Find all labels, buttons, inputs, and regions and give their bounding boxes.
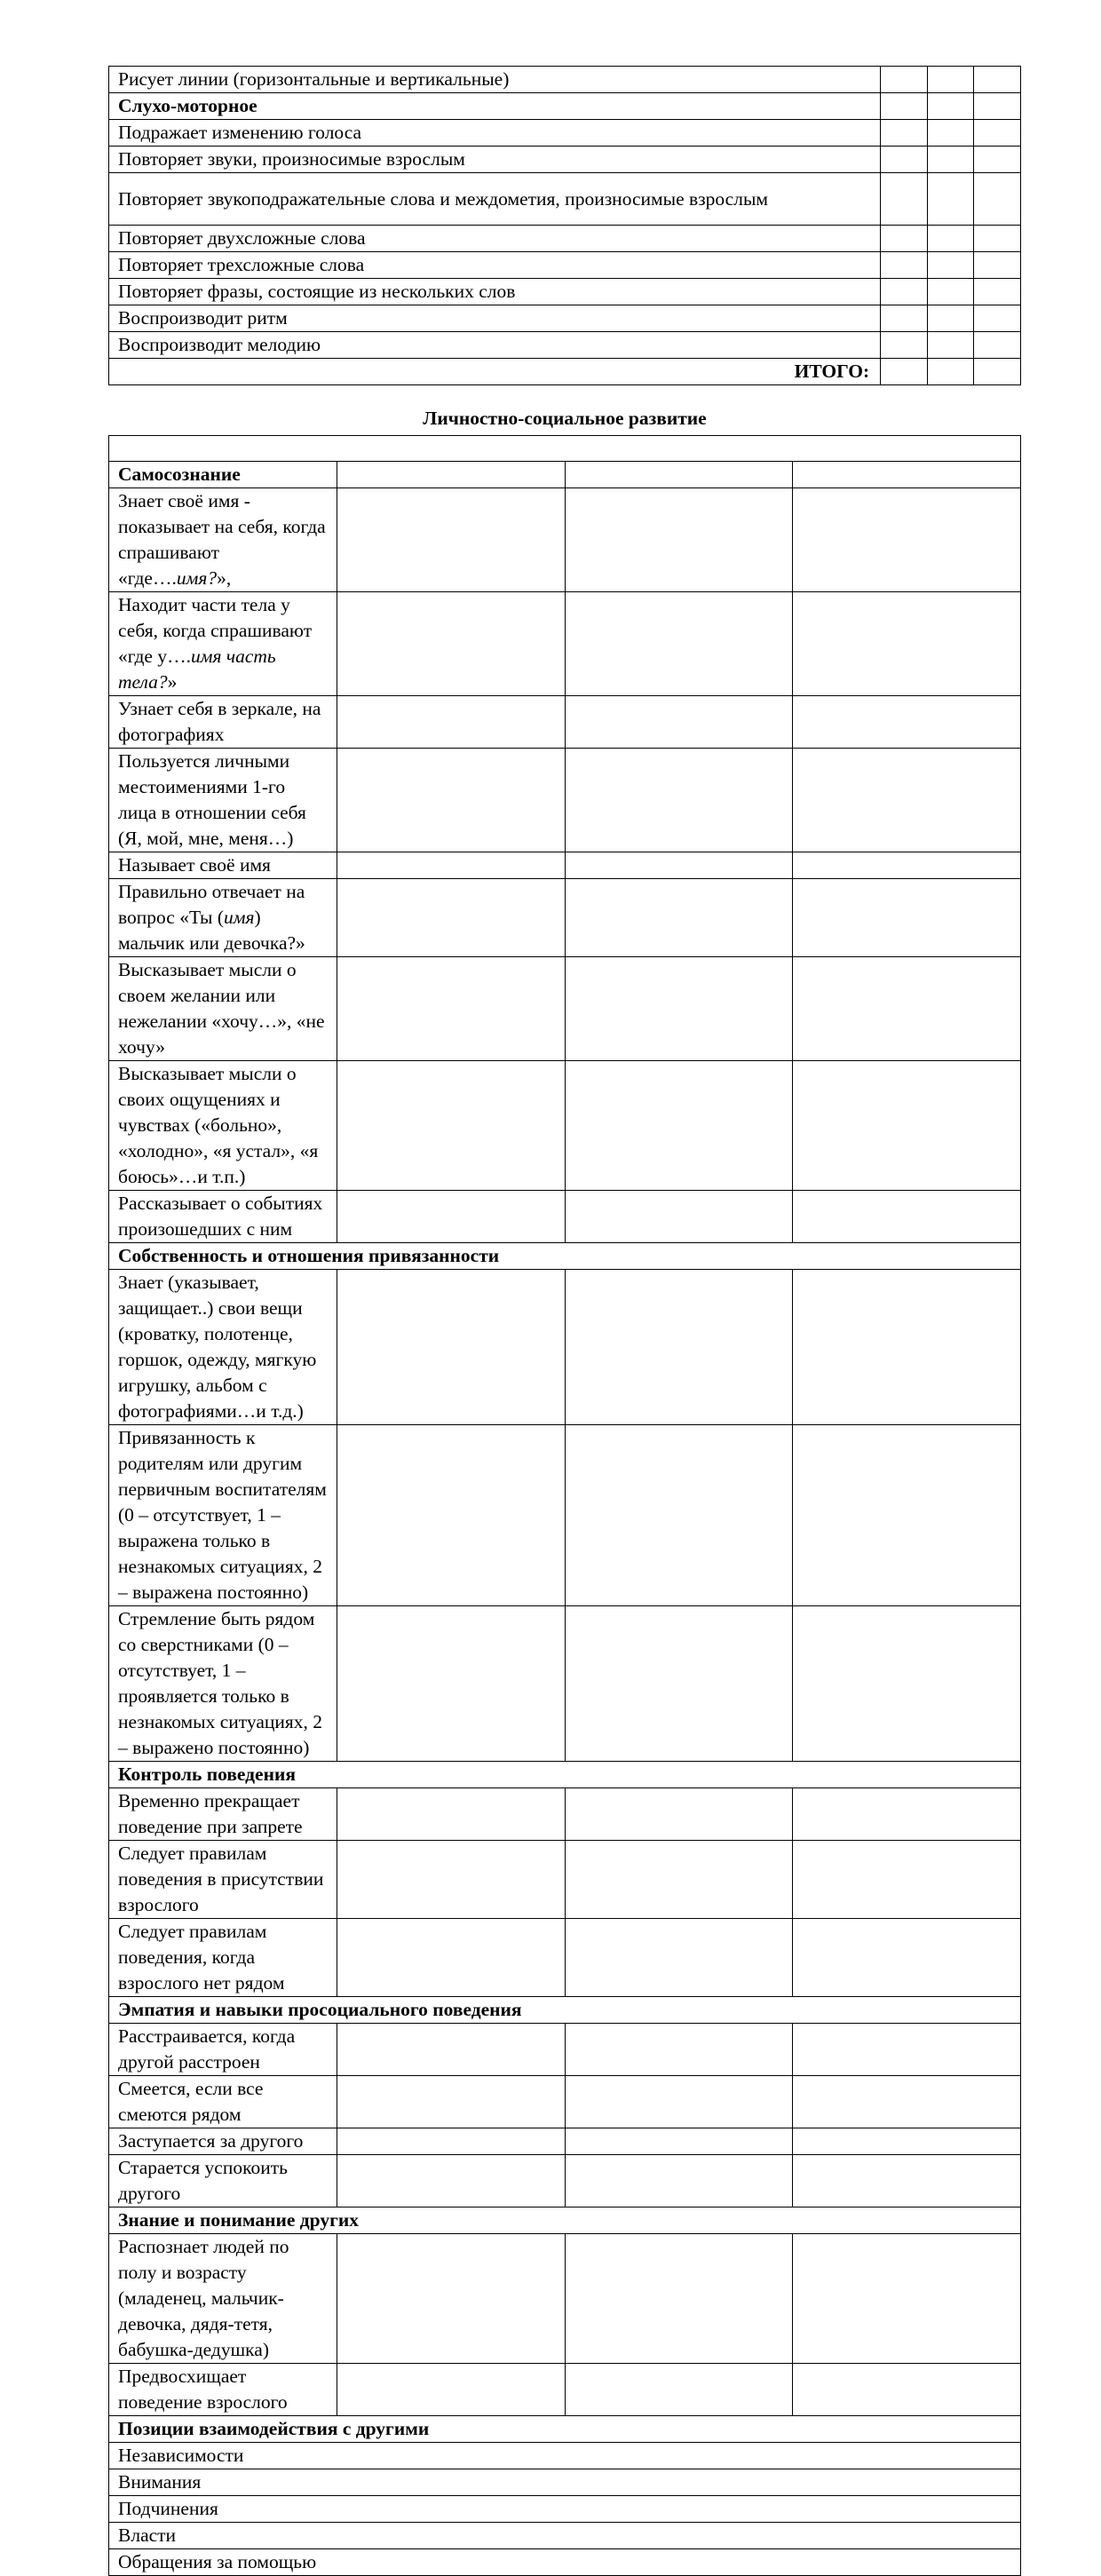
item-text: Повторяет фразы, состоящие из нескольких слов <box>118 281 516 302</box>
item-text: Независимости <box>118 2445 244 2466</box>
score-cell-2[interactable] <box>565 879 793 957</box>
score-cell-2[interactable] <box>565 2234 793 2364</box>
total-score-cell-2[interactable] <box>927 359 974 385</box>
item-text: Старается успокоить другого <box>118 2157 288 2204</box>
score-cell-1[interactable] <box>337 879 565 957</box>
item-cell <box>109 226 881 252</box>
item-text: Подчинения <box>118 2498 218 2519</box>
item-placeholder-italic: имя? <box>176 567 218 589</box>
table-row <box>109 1919 1021 1997</box>
section-heading-text: Эмпатия и навыки просоциального поведения <box>118 1999 522 2020</box>
item-cell <box>109 1061 337 1191</box>
table-row <box>109 696 1021 749</box>
item-text: Находит части тела у себя, когда спрашивают «где у…. <box>118 594 313 667</box>
score-cell-3[interactable] <box>793 1270 1021 1425</box>
score-cell-3[interactable] <box>793 2234 1021 2364</box>
table-row <box>109 1425 1021 1606</box>
score-cell-2[interactable] <box>927 226 974 252</box>
item-cell <box>109 2128 337 2155</box>
item-cell <box>109 1425 337 1606</box>
section-heading-cell <box>109 1243 1021 1270</box>
table-row <box>109 592 1021 696</box>
table-row <box>109 1606 1021 1762</box>
score-cell-2[interactable] <box>927 67 974 93</box>
section-heading-text: Контроль поведения <box>118 1764 297 1785</box>
score-cell-3[interactable] <box>793 957 1021 1061</box>
score-cell-1[interactable] <box>881 279 928 305</box>
item-cell <box>109 332 881 359</box>
score-cell-2 <box>565 462 793 488</box>
score-cell-1[interactable] <box>337 1919 565 1997</box>
score-cell-1[interactable] <box>337 2076 565 2128</box>
table-row <box>109 2155 1021 2207</box>
item-text: Знает (указывает, защищает..) свои вещи (кроватку, полотенце, горшок, одежду, мягкую игрушку, альбом с фотографиями…и т.д.) <box>118 1272 317 1422</box>
item-cell <box>109 2443 1021 2469</box>
item-text: Временно прекращает поведение при запрете <box>118 1790 303 1837</box>
item-placeholder-italic: имя часть тела? <box>118 646 276 693</box>
item-text: Смеется, если все смеются рядом <box>118 2078 264 2125</box>
score-cell-2[interactable] <box>565 852 793 879</box>
score-cell-1[interactable] <box>337 1425 565 1606</box>
score-cell-1[interactable] <box>881 173 928 226</box>
score-cell-3[interactable] <box>793 1191 1021 1243</box>
item-cell <box>109 1270 337 1425</box>
item-cell <box>109 147 881 173</box>
section-heading-text: Самосознание <box>118 464 241 485</box>
score-cell-1[interactable] <box>337 1606 565 1762</box>
table-header-row <box>109 436 1021 462</box>
section-row <box>109 2416 1021 2443</box>
score-cell-3[interactable] <box>793 696 1021 749</box>
item-text: Пользуется личными местоимениями 1-го лица в отношении себя (Я, мой, мне, меня…) <box>118 750 306 849</box>
score-cell-1[interactable] <box>337 488 565 592</box>
item-cell <box>109 592 337 696</box>
item-cell <box>109 879 337 957</box>
score-cell-3[interactable] <box>793 1919 1021 1997</box>
item-cell <box>109 1606 337 1762</box>
item-text-tail: ) мальчик или девочка?» <box>118 907 305 954</box>
section-heading-cell <box>109 462 337 488</box>
item-text: Расстраивается, когда другой расстроен <box>118 2025 296 2073</box>
score-cell-1[interactable] <box>337 957 565 1061</box>
item-text: Привязанность к родителям или другим первичным воспитателям (0 – отсутствует, 1 – выражена только в незнакомых ситуациях, 2 – выражена постоянно) <box>118 1427 327 1603</box>
item-cell <box>109 173 881 226</box>
score-cell-2[interactable] <box>927 279 974 305</box>
table-row <box>109 488 1021 592</box>
score-cell-1[interactable] <box>337 1191 565 1243</box>
item-text: Повторяет двухсложные слова <box>118 227 366 249</box>
score-cell-1[interactable] <box>881 226 928 252</box>
table-row <box>109 1841 1021 1919</box>
score-cell-2[interactable] <box>565 592 793 696</box>
table-row <box>109 67 1021 93</box>
item-text: Правильно отвечает на вопрос «Ты ( <box>118 881 305 928</box>
table-row <box>109 749 1021 852</box>
score-cell-2[interactable] <box>565 2024 793 2076</box>
score-cell-2[interactable] <box>927 173 974 226</box>
item-cell <box>109 488 337 592</box>
item-cell <box>109 957 337 1061</box>
score-cell-3 <box>793 462 1021 488</box>
score-cell-2[interactable] <box>565 1841 793 1919</box>
score-cell-3[interactable] <box>974 226 1021 252</box>
section-heading-cell <box>109 1762 1021 1788</box>
score-cell-1[interactable] <box>881 120 928 147</box>
section-row <box>109 2207 1021 2234</box>
score-cell-2[interactable] <box>565 957 793 1061</box>
score-cell-1[interactable] <box>337 1061 565 1191</box>
section-heading-cell <box>109 93 881 120</box>
section-heading-text: Знание и понимание других <box>118 2209 359 2231</box>
score-cell-3[interactable] <box>974 67 1021 93</box>
table-row <box>109 2443 1021 2469</box>
item-cell <box>109 279 881 305</box>
item-cell <box>109 252 881 279</box>
item-text: Следует правилам поведения в присутствии взрослого <box>118 1843 324 1915</box>
table-row <box>109 879 1021 957</box>
score-cell-1[interactable] <box>337 2024 565 2076</box>
section-row <box>109 462 1021 488</box>
score-cell-2[interactable] <box>565 2364 793 2416</box>
item-cell <box>109 2234 337 2364</box>
item-text: Узнает себя в зеркале, на фотографиях <box>118 698 321 745</box>
score-cell-2[interactable] <box>565 749 793 852</box>
score-cell-3[interactable] <box>793 1606 1021 1762</box>
table-row <box>109 173 1021 226</box>
total-score-cell-3[interactable] <box>974 359 1021 385</box>
score-cell-2[interactable] <box>927 120 974 147</box>
item-cell <box>109 1191 337 1243</box>
section-heading-text: Собственность и отношения привязанности <box>118 1245 500 1266</box>
score-cell-3[interactable] <box>974 120 1021 147</box>
item-text: Повторяет звуки, произносимые взрослым <box>118 148 465 170</box>
item-text: Воспроизводит ритм <box>118 307 288 329</box>
score-cell-3[interactable] <box>793 488 1021 592</box>
score-cell-2[interactable] <box>565 1606 793 1762</box>
section-heading-text: Позиции взаимодействия с другими <box>118 2418 430 2439</box>
score-cell-2[interactable] <box>565 2128 793 2155</box>
score-cell-3[interactable] <box>793 2024 1021 2076</box>
item-text: Высказывает мысли о своем желании или нежелании «хочу…», «не хочу» <box>118 959 325 1058</box>
item-cell <box>109 2496 1021 2523</box>
score-cell-1[interactable] <box>337 2128 565 2155</box>
score-cell-2[interactable] <box>565 696 793 749</box>
section-heading-text: Слухо-моторное <box>118 95 257 116</box>
section-row <box>109 93 1021 120</box>
score-cell-2[interactable] <box>565 1788 793 1841</box>
table-row <box>109 2364 1021 2416</box>
score-cell-2[interactable] <box>565 2076 793 2128</box>
score-cell-2[interactable] <box>565 1191 793 1243</box>
table-row <box>109 147 1021 173</box>
table-row <box>109 1788 1021 1841</box>
score-cell-3[interactable] <box>793 1061 1021 1191</box>
table-row <box>109 957 1021 1061</box>
score-cell-3 <box>974 93 1021 120</box>
table-row <box>109 2523 1021 2549</box>
item-text: Воспроизводит мелодию <box>118 334 321 355</box>
score-cell-2[interactable] <box>565 1061 793 1191</box>
item-text: Обращения за помощью <box>118 2551 317 2572</box>
item-text: Рисует линии (горизонтальные и вертикальные) <box>118 68 510 90</box>
table-row <box>109 2469 1021 2496</box>
item-cell <box>109 2024 337 2076</box>
score-cell-1[interactable] <box>337 1788 565 1841</box>
item-cell <box>109 2469 1021 2496</box>
table-row <box>109 226 1021 252</box>
item-cell <box>109 2155 337 2207</box>
score-cell-2[interactable] <box>927 147 974 173</box>
score-cell-1[interactable] <box>337 749 565 852</box>
score-cell-1[interactable] <box>337 1270 565 1425</box>
table-row <box>109 852 1021 879</box>
table-row <box>109 279 1021 305</box>
table-row <box>109 2024 1021 2076</box>
score-cell-1[interactable] <box>337 2234 565 2364</box>
score-cell-1[interactable] <box>881 332 928 359</box>
section-row <box>109 1997 1021 2024</box>
score-cell-3[interactable] <box>974 279 1021 305</box>
score-cell-3[interactable] <box>793 2155 1021 2207</box>
section-row <box>109 1762 1021 1788</box>
item-text: Власти <box>118 2524 177 2546</box>
score-cell-2[interactable] <box>927 332 974 359</box>
score-cell-3[interactable] <box>974 332 1021 359</box>
total-label: ИТОГО: <box>109 359 881 385</box>
score-cell-1[interactable] <box>337 1841 565 1919</box>
table-row <box>109 2128 1021 2155</box>
score-cell-3[interactable] <box>974 252 1021 279</box>
score-cell-2[interactable] <box>565 2155 793 2207</box>
score-cell-3[interactable] <box>793 2364 1021 2416</box>
item-cell <box>109 2523 1021 2549</box>
item-cell <box>109 749 337 852</box>
score-cell-1[interactable] <box>337 592 565 696</box>
table-row <box>109 1270 1021 1425</box>
section-heading-cell <box>109 1997 1021 2024</box>
item-text: Знает своё имя - показывает на себя, когда спрашивают «где…. <box>118 490 326 589</box>
item-text: Рассказывает о событиях произошедших с ним <box>118 1193 323 1240</box>
item-text: Следует правилам поведения, когда взрослого нет рядом <box>118 1921 285 1993</box>
item-text: Высказывает мысли о своих ощущениях и чувствах («больно», «холодно», «я устал», «я боюсь»…и т.п.) <box>118 1063 319 1187</box>
section-title: Личностно-социальное развитие <box>423 408 707 429</box>
assessment-table-1 <box>108 66 1021 385</box>
score-cell-2 <box>927 93 974 120</box>
item-cell <box>109 852 337 879</box>
item-text: Внимания <box>118 2471 202 2493</box>
item-cell <box>109 2364 337 2416</box>
item-placeholder-italic: имя <box>224 907 255 928</box>
score-cell-2[interactable] <box>927 305 974 332</box>
total-score-cell-1[interactable] <box>881 359 928 385</box>
table-row <box>109 2549 1021 2576</box>
item-text: Подражает изменению голоса <box>118 122 362 143</box>
score-cell-1[interactable] <box>881 147 928 173</box>
score-cell-2[interactable] <box>565 1425 793 1606</box>
table-row <box>109 332 1021 359</box>
score-cell-1[interactable] <box>881 252 928 279</box>
score-cell-3[interactable] <box>793 749 1021 852</box>
score-cell-3[interactable] <box>793 852 1021 879</box>
section-heading-cell <box>109 2207 1021 2234</box>
item-text: Называет своё имя <box>118 854 271 876</box>
item-cell <box>109 1919 337 1997</box>
blank-header-cell <box>109 436 1021 462</box>
score-cell-1[interactable] <box>881 305 928 332</box>
item-cell <box>109 67 881 93</box>
item-cell <box>109 305 881 332</box>
table-row <box>109 305 1021 332</box>
item-cell <box>109 120 881 147</box>
score-cell-3[interactable] <box>974 305 1021 332</box>
score-cell-1[interactable] <box>337 2155 565 2207</box>
item-cell <box>109 696 337 749</box>
item-text: Заступается за другого <box>118 2130 304 2152</box>
table-row <box>109 252 1021 279</box>
score-cell-1[interactable] <box>337 852 565 879</box>
score-cell-2[interactable] <box>565 488 793 592</box>
table-row <box>109 1061 1021 1191</box>
item-text: Повторяет трехсложные слова <box>118 254 365 275</box>
score-cell-2[interactable] <box>565 1270 793 1425</box>
section-heading-cell <box>109 2416 1021 2443</box>
assessment-table-2 <box>108 435 1021 2576</box>
item-text: Повторяет звукоподражательные слова и междометия, произносимые взрослым <box>118 187 768 210</box>
section-row <box>109 1243 1021 1270</box>
item-text: Стремление быть рядом со сверстниками (0 – отсутствует, 1 – проявляется только в незнакомых ситуациях, 2 – выражено постоянно) <box>118 1608 323 1758</box>
score-cell-1 <box>337 462 565 488</box>
item-cell <box>109 2076 337 2128</box>
score-cell-3[interactable] <box>793 1841 1021 1919</box>
score-cell-3[interactable] <box>793 1788 1021 1841</box>
item-text: Предвосхищает поведение взрослого <box>118 2366 288 2413</box>
score-cell-1[interactable] <box>337 2364 565 2416</box>
item-text: Распознает людей по полу и возрасту (младенец, мальчик-девочка, дядя-тетя, бабушка-дедушка) <box>118 2236 289 2360</box>
score-cell-3[interactable] <box>793 1425 1021 1606</box>
table-row <box>109 2496 1021 2523</box>
item-cell <box>109 1841 337 1919</box>
table-row <box>109 2076 1021 2128</box>
item-cell <box>109 1788 337 1841</box>
score-cell-1[interactable] <box>881 67 928 93</box>
score-cell-2[interactable] <box>565 1919 793 1997</box>
table-row <box>109 1191 1021 1243</box>
score-cell-3[interactable] <box>793 592 1021 696</box>
table-row <box>109 2234 1021 2364</box>
score-cell-3[interactable] <box>793 2076 1021 2128</box>
score-cell-1 <box>881 93 928 120</box>
score-cell-3[interactable] <box>974 173 1021 226</box>
score-cell-1[interactable] <box>337 696 565 749</box>
total-row <box>109 359 1021 385</box>
item-text-tail: » <box>167 671 178 693</box>
item-cell <box>109 2549 1021 2576</box>
table-row <box>109 120 1021 147</box>
score-cell-3[interactable] <box>974 147 1021 173</box>
score-cell-2[interactable] <box>927 252 974 279</box>
score-cell-3[interactable] <box>793 879 1021 957</box>
item-text-tail: », <box>217 567 232 589</box>
score-cell-3[interactable] <box>793 2128 1021 2155</box>
